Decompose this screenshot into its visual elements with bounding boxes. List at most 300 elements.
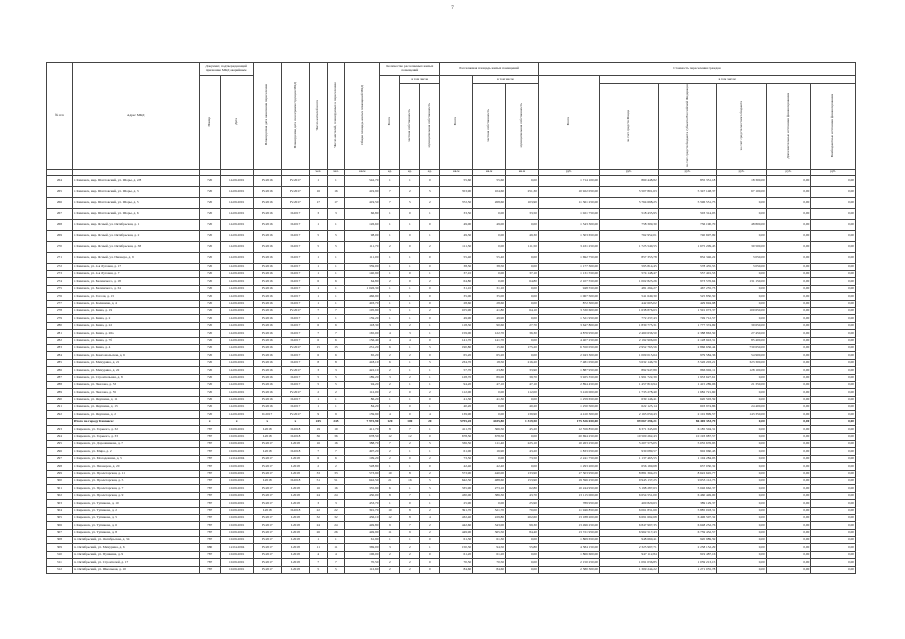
table-cell: 0,00 (811, 426, 856, 433)
table-cell: 0,00 (766, 322, 811, 329)
table-cell: 22 (309, 507, 327, 514)
table-cell: 1 (420, 404, 440, 411)
table-cell: 433,70 (345, 500, 380, 507)
table-cell: 2 (420, 307, 440, 314)
table-cell: 0 (420, 566, 440, 573)
table-cell: 266 (47, 197, 73, 208)
table-cell: 4 407 250,00 (538, 337, 599, 344)
table-cell: 2 128 943,31 (658, 337, 717, 344)
table-cell: 0,00 (811, 219, 856, 230)
table-cell: 0 (420, 396, 440, 403)
table-cell: 2 150 250,00 (538, 559, 599, 566)
table-cell: 6 691 692,68 (599, 514, 658, 521)
table-cell: 6 648 252,76 (658, 522, 717, 529)
table-cell: 42,40 (440, 463, 473, 470)
table-cell: 7 (309, 330, 327, 337)
table-cell: 12 (380, 433, 400, 440)
table-cell: 366,50 (473, 426, 506, 433)
table-cell: 0 (420, 219, 440, 230)
table-cell: 27 450,00 (717, 330, 766, 337)
table-cell: 41,30 (440, 396, 473, 403)
table-cell: 19 (309, 426, 327, 433)
unit-cell: кв.м (473, 169, 506, 175)
unit-cell: ед. (420, 169, 440, 175)
table-cell: 678,50 (345, 433, 380, 440)
table-cell: 5 (309, 566, 327, 573)
table-cell: 1 (420, 492, 440, 499)
col-cost-all: Всего (538, 76, 599, 170)
table-cell: 49,00 (440, 219, 473, 230)
table-row (47, 411, 856, 418)
table-cell: 0,00 (766, 307, 811, 314)
table-cell: 23,80 (473, 367, 506, 374)
total-row (47, 418, 856, 425)
table-cell: 2 (400, 551, 420, 558)
table-cell: 0,00 (811, 337, 856, 344)
table-cell: 467 255,73 (658, 285, 717, 292)
table-cell: 89 067 296,21 (599, 418, 658, 425)
table-cell: 49,00 (473, 219, 506, 230)
table-cell: 0,00 (766, 514, 811, 521)
table-cell: 5 055 676,95 (658, 441, 717, 448)
table-cell: 6 (380, 344, 400, 351)
table-cell: 140,90 (345, 271, 380, 278)
table-cell: 64,80 (440, 278, 473, 285)
table-cell: 5 885 018,31 (658, 507, 717, 514)
address-cell: Итого по городу Кимовск: (72, 418, 199, 425)
table-cell: IV.2017 (253, 544, 281, 551)
address-cell: г. Кимовск, ул. Мичурина, д. 22 (72, 367, 199, 374)
table-cell: 1 503 650,00 (538, 230, 599, 241)
table-cell: 2 (309, 463, 327, 470)
table-cell: 1 (327, 175, 345, 186)
table-cell: 0,00 (717, 507, 766, 514)
table-cell: 1 (400, 485, 420, 492)
table-cell: 5 (327, 230, 345, 241)
table-cell: 5 (420, 186, 440, 197)
table-cell: 54 900,00 (717, 352, 766, 359)
table-cell: 10.09.2001 (220, 441, 253, 448)
table-cell: 0,00 (717, 529, 766, 536)
table-cell: 0,00 (717, 455, 766, 462)
table-cell: 3 (380, 544, 400, 551)
table-cell: 290 (47, 396, 73, 403)
table-cell: 289 (47, 389, 73, 396)
table-cell: 2 580 300,00 (538, 566, 599, 573)
table-cell: 43,20 (506, 448, 539, 455)
table-cell: 90,60 (473, 322, 506, 329)
table-cell: 10.09.2001 (220, 463, 253, 470)
table-cell: 0,00 (473, 389, 506, 396)
table-cell: 111,50 (506, 241, 539, 252)
table-cell: 3 (400, 330, 420, 337)
table-cell: 642,50 (440, 477, 473, 484)
table-cell: 12 556 850,00 (538, 426, 599, 433)
table-cell: 0,00 (766, 522, 811, 529)
table-cell: 948 660,41 (599, 537, 658, 544)
table-cell: 8 (327, 359, 345, 366)
table-cell: 0,00 (811, 404, 856, 411)
table-cell: 118,30 (440, 322, 473, 329)
table-cell: 10.09.2001 (220, 433, 253, 440)
table-cell: 175 526 650,00 (538, 418, 599, 425)
table-cell: 0 (420, 559, 440, 566)
table-cell: 265 (47, 186, 73, 197)
table-cell: 298 (47, 463, 73, 470)
table-cell: 105,90 (440, 307, 473, 314)
table-cell: 0,00 (717, 293, 766, 300)
table-cell: I.2018 (281, 514, 309, 521)
table-cell: 61,30 (440, 537, 473, 544)
table-cell: 2 (380, 559, 400, 566)
table-cell: 61,20 (473, 551, 506, 558)
table-row (47, 197, 856, 208)
table-cell: 35,00 (473, 293, 506, 300)
table-cell: 0,00 (717, 197, 766, 208)
table-cell: 2 (400, 559, 420, 566)
col-doc-date: Дата (220, 76, 253, 170)
table-cell: 14.09.2001 (220, 285, 253, 292)
table-cell: 0,00 (717, 463, 766, 470)
address-cell: г. Кимовск, мкр. Шахтовский, ул. Шоры, д. 2/8 (72, 175, 199, 186)
table-cell: 62,80 (506, 485, 539, 492)
table-cell: 5 (309, 381, 327, 388)
table-cell: 335,90 (440, 485, 473, 492)
table-cell: 13 188 200,00 (538, 514, 599, 521)
table-cell: 5 347 148,37 (658, 186, 717, 197)
table-cell: 0,00 (506, 537, 539, 544)
table-cell: 2 (400, 544, 420, 551)
table-cell: 14.09.2001 (220, 389, 253, 396)
unit-cell: руб. (766, 169, 811, 175)
table-cell: 139,90 (345, 411, 380, 418)
table-row (47, 352, 856, 359)
table-cell: 2 388 863,50 (658, 330, 717, 337)
table-cell: 1 (420, 367, 440, 374)
col-address: Адрес МКД (72, 63, 199, 170)
table-cell: 872 300,00 (538, 300, 599, 307)
table-cell: 303 (47, 500, 73, 507)
table-cell: 720 (199, 330, 220, 337)
table-cell: IV.2017 (281, 367, 309, 374)
table-cell: 1 271 055,78 (658, 566, 717, 573)
table-cell: 720 (199, 285, 220, 292)
table-cell: 55,60 (473, 175, 506, 186)
table-cell: I.2018 (281, 551, 309, 558)
table-cell: 0,00 (811, 463, 856, 470)
table-cell: 720 (199, 352, 220, 359)
table-cell: 5755,20 (440, 418, 473, 425)
table-cell: 343,00 (473, 522, 506, 529)
table-cell: 19 (327, 426, 345, 433)
table-cell: 105,90 (345, 307, 380, 314)
table-cell: 1 319,50 (506, 418, 539, 425)
table-cell: 11 (309, 544, 327, 551)
table-cell: 787 (199, 537, 220, 544)
table-cell: 24 400,00 (717, 404, 766, 411)
table-cell: 14.09.2001 (220, 278, 253, 285)
table-cell: 0 (420, 175, 440, 186)
table-cell: 620 503,59 (658, 396, 717, 403)
table-cell: 0,00 (811, 367, 856, 374)
table-cell: 419,50 (345, 197, 380, 208)
table-cell: 1 682 721,60 (658, 389, 717, 396)
table-cell: 787 (199, 441, 220, 448)
table-cell: 720 (199, 337, 220, 344)
table-row (47, 241, 856, 252)
table-cell: 787 (199, 529, 220, 536)
table-cell: 9 (380, 522, 400, 529)
table-cell: 0,00 (766, 470, 811, 477)
table-cell: 11 361 250,00 (538, 197, 599, 208)
table-cell: 0,00 (717, 315, 766, 322)
table-cell: II.2017 (281, 381, 309, 388)
table-cell: II.2017 (281, 278, 309, 285)
table-cell: 47,10 (506, 381, 539, 388)
table-cell: 86,20 (345, 396, 380, 403)
table-cell: 141,70 (473, 337, 506, 344)
table-row (47, 426, 856, 433)
table-row (47, 175, 856, 186)
table-cell: 0,00 (811, 492, 856, 499)
table-cell: 892 947,89 (599, 367, 658, 374)
table-cell: 429 694,98 (658, 300, 717, 307)
table-cell: 7 (309, 559, 327, 566)
table-cell: 595 814,45 (599, 263, 658, 270)
table-cell: I.2018 (253, 477, 281, 484)
table-cell: 292 (47, 411, 73, 418)
table-row (47, 551, 856, 558)
table-row (47, 492, 856, 499)
table-row (47, 271, 856, 278)
table-cell: I.2018 (281, 492, 309, 499)
table-row (47, 470, 856, 477)
table-cell: 25,90 (440, 500, 473, 507)
table-cell: 0 (400, 411, 420, 418)
table-cell: 2 (327, 389, 345, 396)
table-cell: 14.09.2001 (220, 322, 253, 329)
table-cell: 1 (380, 230, 400, 241)
table-cell: 411,70 (440, 426, 473, 433)
table-cell: 0,00 (506, 252, 539, 263)
table-cell: 0,00 (766, 219, 811, 230)
table-row (47, 529, 856, 536)
table-cell: 432,40 (440, 514, 473, 521)
address-cell: г. Киреевск, ул. Пионеров, д. 20 (72, 463, 199, 470)
table-cell: 0,00 (766, 544, 811, 551)
table-cell: 902 960,43 (658, 448, 717, 455)
address-cell: г. Кимовск, мкр. Шахтовский, ул. Шоры, д. 3 (72, 186, 199, 197)
table-cell: 0,00 (473, 455, 506, 462)
table-cell: 1 (400, 359, 420, 366)
table-cell: 14.09.2001 (220, 374, 253, 381)
table-cell: 787 (199, 448, 220, 455)
table-cell: 0,00 (766, 271, 811, 278)
address-cell: г. Кимовск, ул. Кима, д. 26а (72, 330, 199, 337)
col-fund: за счет средств Фонда (599, 84, 658, 170)
table-cell: 264 (47, 175, 73, 186)
table-cell: 1 (380, 208, 400, 219)
table-cell: 0 (400, 230, 420, 241)
table-cell: 6 (309, 455, 327, 462)
table-cell: 0,00 (811, 263, 856, 270)
table-cell: 33,90 (506, 367, 539, 374)
table-cell: 1 (309, 285, 327, 292)
table-cell: 55,40 (440, 252, 473, 263)
table-cell: 2 (380, 389, 400, 396)
table-cell: IV.2016 (253, 307, 281, 314)
table-cell: 7 (309, 448, 327, 455)
table-cell: 293 (47, 426, 73, 433)
table-cell: 772 237,43 (599, 315, 658, 322)
table-cell: IV.2016 (253, 396, 281, 403)
table-cell: 49,90 (440, 315, 473, 322)
table-cell: 274 (47, 278, 73, 285)
table-cell: 36 (309, 433, 327, 440)
address-cell: г. Кимовск, ул. 4-я Луговая, д. 17 (72, 263, 199, 270)
table-cell: 14.09.2001 (220, 263, 253, 270)
table-cell: 678,50 (440, 433, 473, 440)
table-cell: 0 (420, 551, 440, 558)
table-row (47, 396, 856, 403)
table-cell: 720 (199, 367, 220, 374)
col-planned-demolition: Планируемая дата сноса/реконструкции МКД (281, 63, 309, 170)
address-cell: г. Кимовск, ул. Комсомольская, д. 6 (72, 352, 199, 359)
table-cell: 31,10 (473, 285, 506, 292)
table-cell: 372,50 (440, 197, 473, 208)
table-cell: 2 163 050,43 (599, 411, 658, 418)
table-cell: 33,50 (440, 208, 473, 219)
table-cell: x (253, 418, 281, 425)
table-cell: 3 (380, 307, 400, 314)
table-cell: 0,00 (811, 197, 856, 208)
table-cell: 1 (327, 293, 345, 300)
table-cell: 1 (380, 293, 400, 300)
table-cell: 0,00 (766, 344, 811, 351)
address-cell: г. Кимовск, ул. Мичурина, д. 21 (72, 359, 199, 366)
address-cell: г. Киреевск, ул. Пролетарская, д. 5 (72, 477, 199, 484)
address-cell: г. Киреевск, ул. Пролетарская, д. 9 (72, 492, 199, 499)
table-cell: 109,20 (345, 455, 380, 462)
table-cell: IV.2016 (253, 404, 281, 411)
table-cell: 4 410 300,00 (538, 411, 599, 418)
table-cell: 299 (47, 470, 73, 477)
table-cell: 0,00 (717, 300, 766, 307)
table-cell: IV.2017 (253, 463, 281, 470)
table-cell: 3 (327, 367, 345, 374)
table-cell: II.2017 (281, 396, 309, 403)
table-cell: 787 (199, 426, 220, 433)
table-cell: 1 (400, 315, 420, 322)
table-cell: IV.2016 (253, 293, 281, 300)
table-cell: 0,00 (717, 285, 766, 292)
table-cell: 2 325 997,71 (599, 544, 658, 551)
table-cell: 0,00 (766, 330, 811, 337)
table-cell: 8 (380, 426, 400, 433)
table-cell: 430,00 (440, 492, 473, 499)
table-cell: 0,00 (766, 197, 811, 208)
table-cell: 4 876 950,00 (538, 330, 599, 337)
table-cell: 1 714 100,00 (538, 175, 599, 186)
table-cell: 919 487,16 (658, 551, 717, 558)
table-row (47, 252, 856, 263)
table-cell: 860 448,82 (599, 175, 658, 186)
table-cell: 2 (420, 241, 440, 252)
table-cell: 1 177 300,00 (538, 263, 599, 270)
table-cell: 637 030,32 (658, 463, 717, 470)
table-cell: 10.09.2001 (220, 566, 253, 573)
unit-cell: ед. (380, 169, 400, 175)
table-cell: IV.2016 (253, 330, 281, 337)
table-cell: 6 759 432,57 (658, 529, 717, 536)
table-cell: IV.2016 (253, 359, 281, 366)
table-cell: 2 043 300,00 (538, 352, 599, 359)
table-cell: 18 300,00 (717, 175, 766, 186)
table-cell: 8 (309, 359, 327, 366)
table-cell: 1 638 876,63 (599, 307, 658, 314)
table-cell: 1 309 244,22 (599, 566, 658, 573)
address-cell: г. Кимовск, ул. Кима, д. 2 (72, 315, 199, 322)
address-cell: г. Киреевск, ул. Пролетарская, д. 11 (72, 470, 199, 477)
table-cell: I.2018 (281, 441, 309, 448)
table-cell: 0,00 (766, 537, 811, 544)
table-cell: 1 104 284,05 (658, 455, 717, 462)
table-cell: 6 654 551,00 (599, 492, 658, 499)
table-cell: 18,50 (473, 359, 506, 366)
table-cell: 557 401,53 (658, 271, 717, 278)
table-cell: 0,00 (811, 352, 856, 359)
table-cell: 7 (327, 448, 345, 455)
table-cell: 0,00 (811, 477, 856, 484)
table-cell: 10 (380, 507, 400, 514)
table-cell: 1 (420, 271, 440, 278)
table-cell: I.2018 (253, 507, 281, 514)
table-cell: 720 (199, 322, 220, 329)
table-cell: 386,30 (473, 492, 506, 499)
table-cell: 2 (380, 381, 400, 388)
address-cell: г. Киреевск, ул. Тупикова, д. 6 (72, 522, 199, 529)
table-cell: 14.09.2001 (220, 208, 253, 219)
table-cell: 1 (420, 322, 440, 329)
table-cell: 720 (199, 404, 220, 411)
table-cell: 3 632 146,79 (599, 359, 658, 366)
table-cell: 1 (327, 263, 345, 270)
address-cell: г. Кимовск, ул. Якушина, д. 11 (72, 396, 199, 403)
table-cell: 0,00 (766, 455, 811, 462)
table-cell: 6 (309, 278, 327, 285)
table-cell: 6 496 507,32 (658, 514, 717, 521)
table-cell: 153,90 (506, 477, 539, 484)
table-row (47, 344, 856, 351)
table-cell: 497,20 (345, 448, 380, 455)
table-cell: 36 (327, 433, 345, 440)
table-cell: II.2017 (281, 315, 309, 322)
table-cell: 2 (400, 441, 420, 448)
table-cell: 64,80 (345, 278, 380, 285)
address-cell: г. Кимовск, мкр. Шахтовский, ул. Шоры, д. 5 (72, 197, 199, 208)
table-cell: IV.2017 (253, 551, 281, 558)
table-cell: 1 (327, 537, 345, 544)
table-cell: 787 (199, 551, 220, 558)
table-cell: 2 (400, 566, 420, 573)
table-cell: 67 100,00 (717, 186, 766, 197)
table-cell: 720 (199, 186, 220, 197)
table-cell: 787 (199, 522, 220, 529)
table-cell: 787 (199, 492, 220, 499)
table-cell: 57,70 (440, 367, 473, 374)
table-cell: 0,00 (811, 208, 856, 219)
table-cell: 26 (309, 529, 327, 536)
